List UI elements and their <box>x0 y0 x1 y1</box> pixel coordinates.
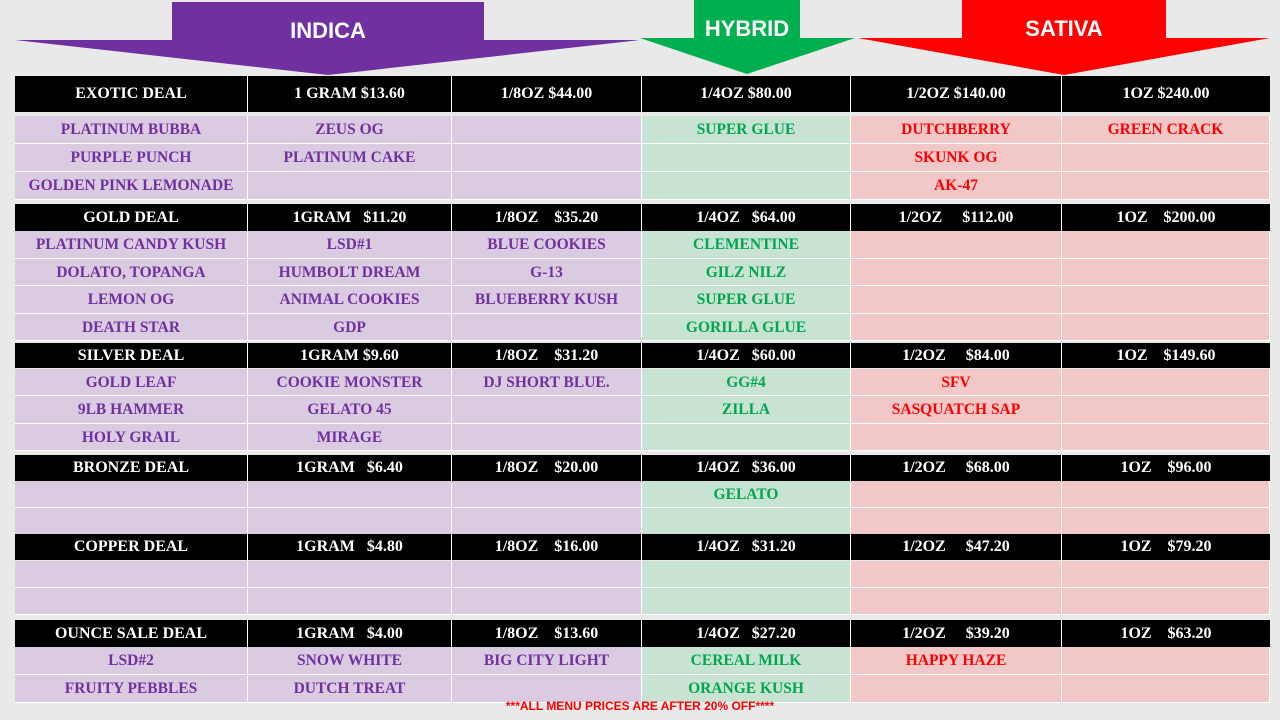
strain-cell: DOLATO, TOPANGA <box>15 259 248 287</box>
strain-cell <box>15 508 248 535</box>
strain-cell <box>452 144 642 172</box>
price-gram: 1 GRAM $13.60 <box>248 76 452 112</box>
strain-cell: GILZ NILZ <box>642 259 851 287</box>
price-quarter: 1/4OZ $27.20 <box>642 620 851 647</box>
price-eighth: 1/8OZ $16.00 <box>452 534 642 560</box>
strain-cell <box>851 508 1062 535</box>
strain-cell <box>642 172 851 200</box>
deal-header-row <box>15 534 1270 560</box>
strain-cell: CLEMENTINE <box>642 231 851 259</box>
strain-cell: GDP <box>248 314 452 342</box>
strain-cell: COOKIE MONSTER <box>248 369 452 396</box>
strain-cell: DUTCH TREAT <box>248 675 452 703</box>
strain-cell <box>1062 588 1270 615</box>
deal-name: SILVER DEAL <box>15 343 248 368</box>
strain-cell: SKUNK OG <box>851 144 1062 172</box>
strain-cell <box>642 588 851 615</box>
price-quarter: 1/4OZ $64.00 <box>642 204 851 231</box>
deal-header-row <box>15 620 1270 647</box>
strain-row <box>15 508 1270 535</box>
price-quarter: 1/4OZ $36.00 <box>642 455 851 481</box>
strain-cell <box>15 561 248 588</box>
strain-cell <box>1062 481 1270 508</box>
strain-cell: SNOW WHITE <box>248 647 452 675</box>
sativa-label: SATIVA <box>1025 16 1103 41</box>
strain-cell <box>1062 561 1270 588</box>
strain-row <box>15 231 1270 259</box>
strain-cell: MIRAGE <box>248 424 452 451</box>
strain-cell: GOLD LEAF <box>15 369 248 396</box>
strain-cell <box>248 508 452 535</box>
strain-row <box>15 172 1270 200</box>
strain-cell: LSD#1 <box>248 231 452 259</box>
strain-cell <box>452 424 642 451</box>
strain-cell: HUMBOLT DREAM <box>248 259 452 287</box>
strain-cell: GORILLA GLUE <box>642 314 851 342</box>
strain-cell: PURPLE PUNCH <box>15 144 248 172</box>
price-gram: 1GRAM $6.40 <box>248 455 452 481</box>
strain-cell <box>1062 396 1270 423</box>
strain-cell: GOLDEN PINK LEMONADE <box>15 172 248 200</box>
strain-row <box>15 144 1270 172</box>
price-half: 1/2OZ $68.00 <box>851 455 1062 481</box>
strain-cell <box>642 508 851 535</box>
strain-cell: AK-47 <box>851 172 1062 200</box>
price-ounce: 1OZ $240.00 <box>1122 85 1210 102</box>
price-gram: 1GRAM $9.60 <box>248 343 452 368</box>
strain-cell: GELATO 45 <box>248 396 452 423</box>
strain-cell: BIG CITY LIGHT <box>452 647 642 675</box>
price-half: 1/2OZ $84.00 <box>851 343 1062 368</box>
strain-cell: CEREAL MILK <box>642 647 851 675</box>
strain-cell <box>1062 286 1270 314</box>
strain-row <box>15 286 1270 314</box>
strain-cell <box>452 588 642 615</box>
strain-cell <box>248 561 452 588</box>
strain-cell <box>851 424 1062 451</box>
strain-cell <box>1062 508 1270 535</box>
strain-cell: SUPER GLUE <box>642 116 851 144</box>
deal-name: BRONZE DEAL <box>15 455 248 481</box>
strain-cell: BLUE COOKIES <box>452 231 642 259</box>
price-ounce: 1OZ $96.00 <box>1120 459 1212 476</box>
strain-cell: DUTCHBERRY <box>851 116 1062 144</box>
strain-cell: HAPPY HAZE <box>851 647 1062 675</box>
strain-row <box>15 647 1270 675</box>
strain-cell <box>642 424 851 451</box>
strain-cell <box>452 561 642 588</box>
price-ounce: 1OZ $200.00 <box>1116 209 1216 226</box>
strain-cell: PLATINUM CANDY KUSH <box>15 231 248 259</box>
price-eighth: 1/8OZ $35.20 <box>452 204 642 231</box>
price-half: 1/2OZ $140.00 <box>851 76 1062 112</box>
price-quarter: 1/4OZ $80.00 <box>642 76 851 112</box>
strain-cell <box>1062 259 1270 287</box>
price-half: 1/2OZ $112.00 <box>851 204 1062 231</box>
strain-cell: ORANGE KUSH <box>642 675 851 703</box>
strain-cell <box>851 481 1062 508</box>
deal-name: OUNCE SALE DEAL <box>15 620 248 647</box>
deal-name: GOLD DEAL <box>15 204 248 231</box>
strain-cell <box>1062 424 1270 451</box>
strain-cell: GELATO <box>642 481 851 508</box>
strain-cell <box>452 508 642 535</box>
price-half: 1/2OZ $47.20 <box>851 534 1062 560</box>
deal-header-row <box>15 455 1270 481</box>
strain-row <box>15 259 1270 287</box>
price-eighth: 1/8OZ $44.00 <box>452 76 642 112</box>
price-disclaimer: ***ALL MENU PRICES ARE AFTER 20% OFF**** <box>505 699 775 713</box>
strain-cell <box>851 259 1062 287</box>
strain-cell <box>452 172 642 200</box>
strain-cell: DJ SHORT BLUE. <box>452 369 642 396</box>
strain-cell: SUPER GLUE <box>642 286 851 314</box>
strain-cell <box>642 561 851 588</box>
strain-row <box>15 481 1270 508</box>
price-eighth: 1/8OZ $31.20 <box>452 343 642 368</box>
strain-cell: SFV <box>851 369 1062 396</box>
strain-cell <box>851 231 1062 259</box>
strain-cell: LEMON OG <box>15 286 248 314</box>
strain-cell: HOLY GRAIL <box>15 424 248 451</box>
strain-row <box>15 314 1270 342</box>
strain-cell: ANIMAL COOKIES <box>248 286 452 314</box>
strain-cell <box>851 561 1062 588</box>
strain-row <box>15 396 1270 423</box>
indica-label: INDICA <box>290 18 366 43</box>
strain-cell <box>1062 647 1270 675</box>
strain-cell <box>452 116 642 144</box>
deal-name: EXOTIC DEAL <box>15 76 248 112</box>
price-gram: 1GRAM $4.80 <box>248 534 452 560</box>
deal-header-row <box>15 204 1270 231</box>
price-gram: 1GRAM $4.00 <box>248 620 452 647</box>
strain-cell: ZILLA <box>642 396 851 423</box>
strain-cell <box>15 588 248 615</box>
price-ounce: 1OZ $63.20 <box>1120 625 1212 642</box>
strain-cell <box>452 314 642 342</box>
price-ounce: 1OZ $79.20 <box>1120 538 1212 555</box>
strain-cell: G-13 <box>452 259 642 287</box>
strain-cell <box>1062 144 1270 172</box>
strain-cell <box>1062 314 1270 342</box>
strain-cell <box>1062 231 1270 259</box>
strain-cell: DEATH STAR <box>15 314 248 342</box>
strain-cell: FRUITY PEBBLES <box>15 675 248 703</box>
strain-cell <box>248 588 452 615</box>
strain-row <box>15 588 1270 615</box>
price-quarter: 1/4OZ $60.00 <box>642 343 851 368</box>
strain-cell: PLATINUM BUBBA <box>15 116 248 144</box>
strain-cell <box>15 481 248 508</box>
strain-row <box>15 116 1270 144</box>
strain-cell <box>248 481 452 508</box>
deal-header-row <box>15 343 1270 368</box>
strain-row <box>15 369 1270 396</box>
price-eighth: 1/8OZ $13.60 <box>452 620 642 647</box>
strain-cell: GG#4 <box>642 369 851 396</box>
strain-cell <box>452 396 642 423</box>
strain-cell: LSD#2 <box>15 647 248 675</box>
strain-cell: 9LB HAMMER <box>15 396 248 423</box>
strain-cell: GREEN CRACK <box>1062 116 1270 144</box>
strain-row <box>15 561 1270 588</box>
strain-cell: SASQUATCH SAP <box>851 396 1062 423</box>
strain-cell <box>851 588 1062 615</box>
strain-cell: ZEUS OG <box>248 116 452 144</box>
strain-cell <box>1062 369 1270 396</box>
strain-cell <box>452 481 642 508</box>
strain-cell <box>851 286 1062 314</box>
strain-cell: PLATINUM CAKE <box>248 144 452 172</box>
strain-cell <box>248 172 452 200</box>
strain-cell <box>851 314 1062 342</box>
price-gram: 1GRAM $11.20 <box>248 204 452 231</box>
price-half: 1/2OZ $39.20 <box>851 620 1062 647</box>
strain-row <box>15 424 1270 451</box>
hybrid-label: HYBRID <box>704 16 790 41</box>
strain-cell <box>1062 172 1270 200</box>
price-quarter: 1/4OZ $31.20 <box>642 534 851 560</box>
strain-cell: BLUEBERRY KUSH <box>452 286 642 314</box>
price-ounce: 1OZ $149.60 <box>1116 347 1216 364</box>
deal-name: COPPER DEAL <box>15 534 248 560</box>
price-eighth: 1/8OZ $20.00 <box>452 455 642 481</box>
deal-header-row <box>15 76 1270 112</box>
strain-cell <box>642 144 851 172</box>
